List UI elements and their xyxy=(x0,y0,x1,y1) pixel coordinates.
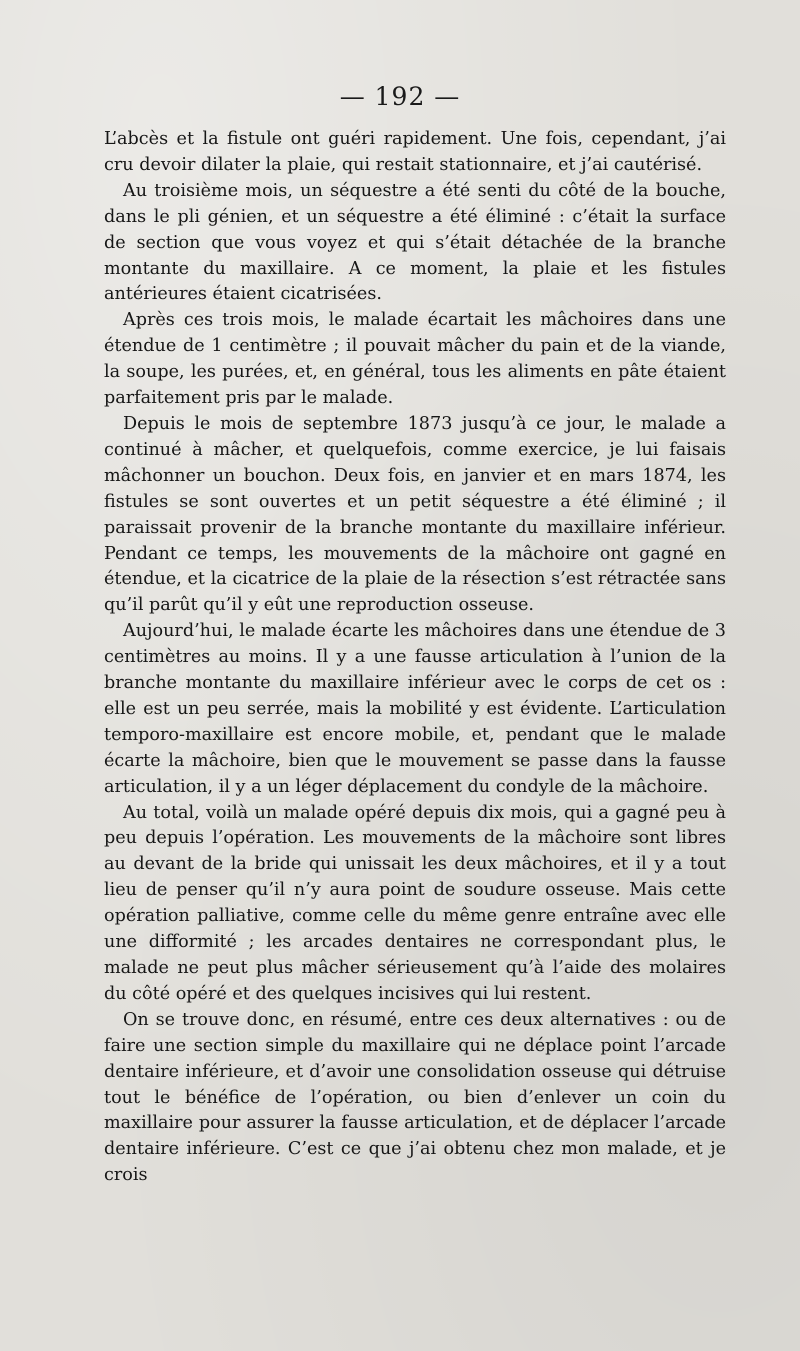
paragraph: Après ces trois mois, le malade écartait les mâchoires dans une étendue de 1 centimètre ; il pouvait mâcher du pain et de la viande, la soupe, les purées, et, en général, tous les aliments en pâte étaient parfaitement pris par le malade. xyxy=(104,310,726,409)
paragraph: Depuis le mois de septembre 1873 jusqu’à ce jour, le malade a continué à mâcher, et quelquefois, comme exercice, je lui faisais mâchonner un bouchon. Deux fois, en janvier et en mars 1874, les fistules se sont ouvertes et un petit séquestre a été éliminé ; il paraissait provenir de la branche montante du maxillaire inférieur. Pendant ce temps, les mouvements de la mâchoire ont gagné en étendue, et la cicatrice de la plaie de la résection s’est rétractée sans qu’il parût qu’il y eût une reproduction osseuse. xyxy=(104,413,726,616)
paragraph: L’abcès et la fistule ont guéri rapidement. Une fois, cependant, j’ai cru devoir dilater la plaie, qui restait stationnaire, et j’ai cautérisé. xyxy=(104,129,726,175)
paragraph: Au total, voilà un malade opéré depuis dix mois, qui a gagné peu à peu depuis l’opération. Les mouvements de la mâchoire sont libres au devant de la bride qui unissait les deux mâchoires, et il y a tout lieu de penser qu’il n’y aura point de soudure osseuse. Mais cette opération palliative, comme celle du même genre entraîne avec elle une difformité ; les arcades dentaires ne correspondant plus, le malade ne peut plus mâcher sérieusement qu’à l’aide des molaires du côté opéré et des quelques incisives qui lui restent. xyxy=(104,802,726,1004)
body-text xyxy=(104,127,726,1189)
paragraph: Aujourd’hui, le malade écarte les mâchoires dans une étendue de 3 centimètres au moins. Il y a une fausse articulation à l’union de la branche montante du maxillaire inférieur avec le corps de cet os : elle est un peu serrée, mais la mobilité y est évidente. L’articulation temporo-maxillaire est encore mobile, et, pendant que le malade écarte la mâchoire, bien que le mouvement se passe dans la fausse articulation, il y a un léger déplacement du condyle de la mâchoire. xyxy=(104,621,726,797)
paragraph: Au troisième mois, un séquestre a été senti du côté de la bouche, dans le pli génien, et un séquestre a été éliminé : c’était la surface de section que vous voyez et qui s’était détachée de la branche montante du maxillaire. A ce moment, la plaie et les fistules antérieures étaient cicatrisées. xyxy=(104,180,726,305)
paragraph: On se trouve donc, en résumé, entre ces deux alternatives : ou de faire une section simple du maxillaire qui ne déplace point l’arcade dentaire inférieure, et d’avoir une consolidation osseuse qui détruise tout le bénéfice de l’opération, ou bien d’enlever un coin du maxillaire pour assurer la fausse articulation, et de déplacer l’arcade dentaire inférieure. C’est ce que j’ai obtenu chez mon malade, et je crois xyxy=(104,1009,726,1186)
page-number: — 192 — xyxy=(339,82,461,111)
